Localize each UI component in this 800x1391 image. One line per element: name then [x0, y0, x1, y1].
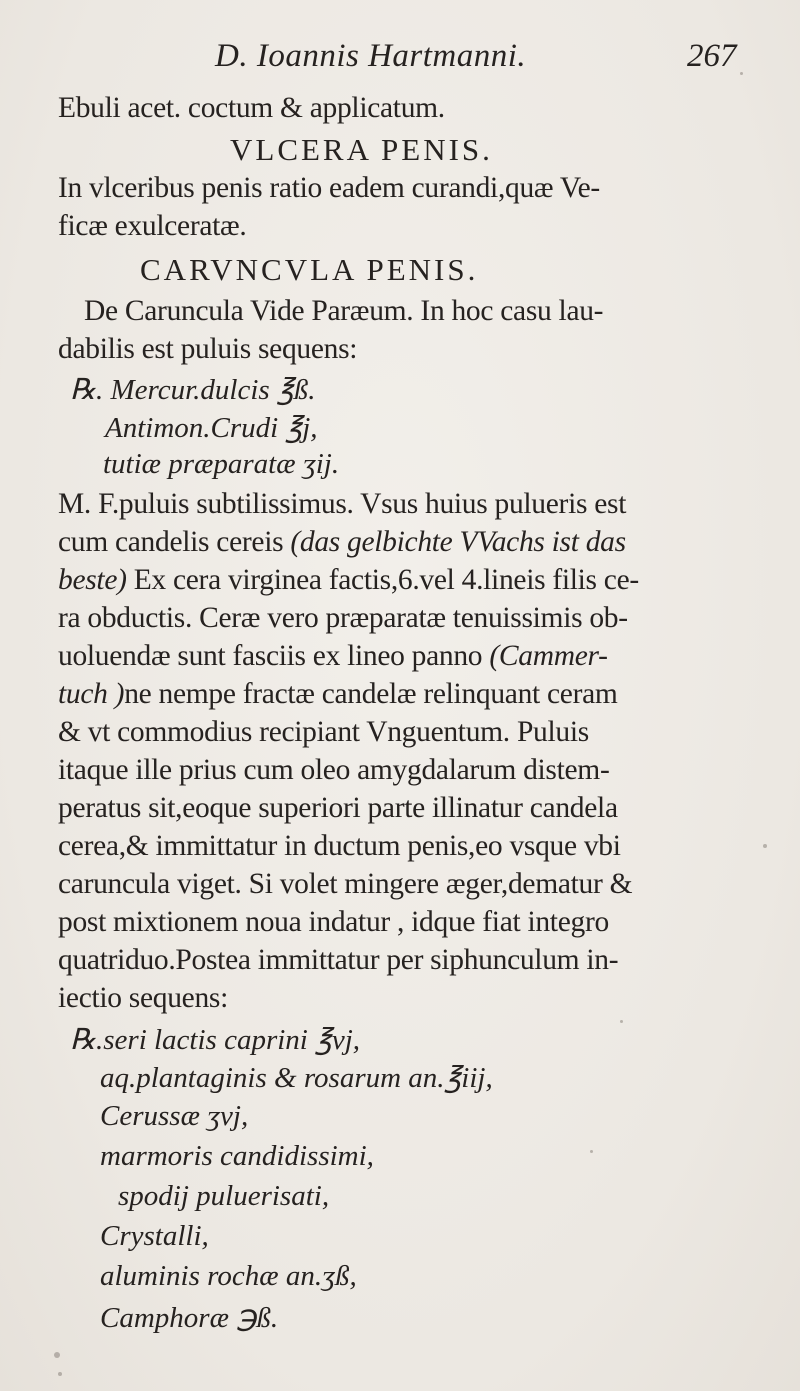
text-line: quatriduo.Postea immittatur per siphunculum in- — [58, 944, 619, 976]
text-line: post mixtionem noua indatur , idque fiat integro — [58, 906, 609, 938]
prescription-line: aluminis rochæ an.ʒß, — [100, 1260, 357, 1292]
paper-speck — [740, 72, 743, 75]
paper-speck — [590, 1150, 593, 1153]
text-line: dabilis est puluis sequens: — [58, 333, 358, 365]
text-span: uoluendæ sunt fasciis ex lineo panno — [58, 640, 490, 672]
text-span: cum candelis cereis — [58, 526, 291, 558]
german-gloss: (das gelbichte VVachs ist das — [290, 526, 626, 558]
text-line: ficæ exulceratæ. — [58, 210, 247, 242]
text-line — [58, 564, 639, 597]
text-span: ne nempe fractæ candelæ relinquant ceram — [124, 678, 618, 710]
prescription-line: marmoris candidissimi, — [100, 1140, 374, 1172]
text-line: & vt commodius recipiant Vnguentum. Puluis — [58, 716, 589, 748]
paper-speck — [620, 1020, 623, 1023]
paper-speck — [58, 1372, 62, 1376]
prescription-line: ℞. Mercur.dulcis ℥ß. — [70, 374, 316, 406]
prescription-line: Antimon.Crudi ℥j, — [105, 412, 318, 444]
german-gloss: beste) — [58, 564, 127, 596]
text-line: De Caruncula Vide Paræum. In hoc casu lau- — [84, 295, 604, 327]
section-heading-vlcera-penis: VLCERA PENIS. — [230, 132, 493, 167]
text-line — [58, 640, 608, 673]
page-number: 267 — [687, 38, 737, 74]
prescription-line: tutiæ præparatæ ʒij. — [103, 448, 340, 480]
prescription-line: Cerussæ ʒvj, — [100, 1100, 249, 1132]
text-line — [58, 678, 618, 711]
text-line — [58, 526, 626, 559]
prescription-line: aq.plantaginis & rosarum an.℥iij, — [100, 1062, 493, 1094]
prescription-line: ℞.seri lactis caprini ℥vj, — [70, 1024, 361, 1056]
text-line: itaque ille prius cum oleo amygdalarum distem- — [58, 754, 610, 786]
german-gloss: (Cammer- — [489, 640, 608, 672]
german-gloss: tuch ) — [58, 678, 125, 710]
text-line: cerea,& immittatur in ductum penis,eo vsque vbi — [58, 830, 621, 862]
paper-speck — [763, 844, 767, 848]
paper-speck — [54, 1352, 60, 1358]
prescription-line: spodij puluerisati, — [118, 1180, 330, 1212]
running-header-title: D. Ioannis Hartmanni. — [215, 38, 527, 74]
text-line: M. F.puluis subtilissimus. Vsus huius pulueris est — [58, 488, 627, 520]
text-span: Ex cera virginea factis,6.vel 4.lineis filis ce- — [126, 564, 639, 596]
text-line: ra obductis. Ceræ vero præparatæ tenuissimis ob- — [58, 602, 628, 634]
text-line: iectio sequens: — [58, 982, 228, 1014]
prescription-line: Camphoræ ℈ß. — [100, 1302, 279, 1334]
section-heading-caruncula-penis: CARVNCVLA PENIS. — [140, 252, 479, 287]
text-line: In vlceribus penis ratio eadem curandi,quæ Ve- — [58, 172, 600, 204]
text-line: caruncula viget. Si volet mingere æger,dematur & — [58, 868, 633, 900]
prescription-line: Crystalli, — [100, 1220, 209, 1252]
text-line: peratus sit,eoque superiori parte illinatur candela — [58, 792, 618, 824]
text-line: Ebuli acet. coctum & applicatum. — [58, 92, 445, 124]
